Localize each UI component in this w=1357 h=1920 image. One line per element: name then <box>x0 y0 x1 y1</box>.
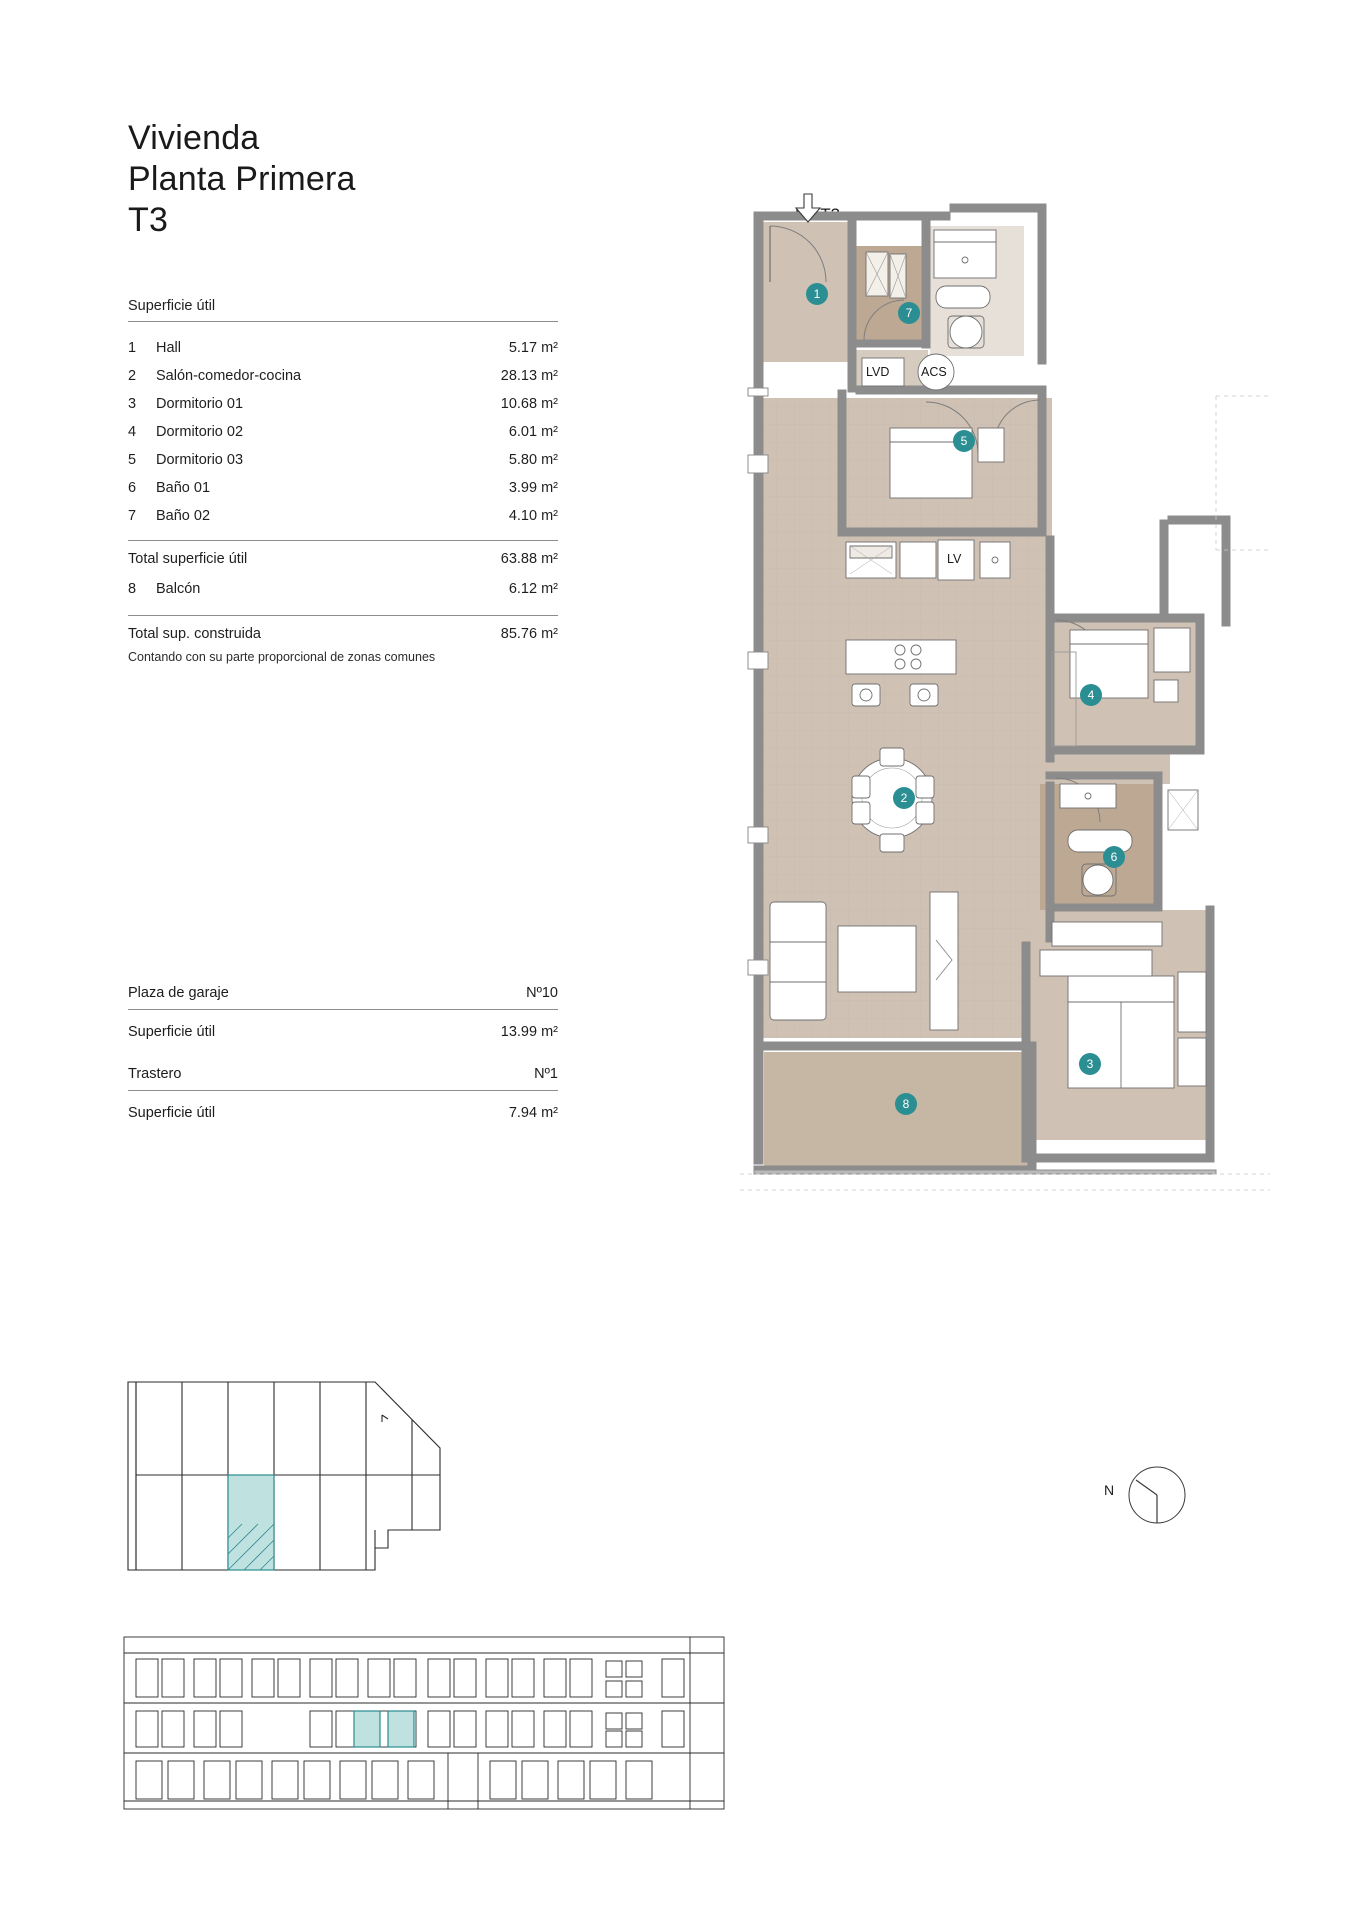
garage-label: Plaza de garaje <box>128 985 229 1001</box>
garage-header <box>128 985 558 1010</box>
total-built-label: Total sup. construida <box>128 626 261 642</box>
key-plan-diagram <box>120 1370 460 1585</box>
table-row <box>128 418 558 446</box>
key-plan-svg <box>120 1370 460 1580</box>
title-line-2: Planta Primera <box>128 160 356 198</box>
common-areas-note: Contando con su parte proporcional de zonas comunes <box>128 650 436 664</box>
highlighted-unit <box>228 1475 274 1570</box>
total-useful-value: 63.88 m² <box>500 551 558 567</box>
page-title <box>128 118 608 241</box>
schedule-heading: Superficie útil <box>128 298 558 322</box>
title-line-3: T3 <box>128 201 169 239</box>
table-row <box>128 334 558 362</box>
row-value: 4.10 m² <box>508 508 558 524</box>
table-row <box>128 362 558 390</box>
table-row <box>128 474 558 502</box>
storage-area-row <box>128 1091 558 1121</box>
balcony-number: 8 <box>128 581 137 597</box>
garage-area-row <box>128 1010 558 1040</box>
row-name: Baño 02 <box>156 508 211 524</box>
garage-group <box>128 985 558 1040</box>
floor-plan-svg <box>740 190 1270 1460</box>
total-useful-area-row <box>128 540 558 573</box>
row-name: Hall <box>156 340 181 356</box>
row-number: 5 <box>128 452 137 468</box>
row-number: 1 <box>128 340 137 356</box>
storage-number: Nº1 <box>534 1066 558 1082</box>
table-row <box>128 446 558 474</box>
elevation-svg <box>118 1625 738 1825</box>
balcony-label: Balcón <box>156 581 201 597</box>
room-badge-6: 6 <box>1103 846 1125 868</box>
storage-header <box>128 1066 558 1091</box>
room-badge-4: 4 <box>1080 684 1102 706</box>
row-value: 6.01 m² <box>508 424 558 440</box>
garage-number: Nº10 <box>526 985 558 1001</box>
compass-label: N <box>1104 1482 1115 1498</box>
storage-group <box>128 1066 558 1121</box>
row-number: 6 <box>128 480 137 496</box>
room-badge-7: 7 <box>898 302 920 324</box>
garage-area-value: 13.99 m² <box>500 1024 558 1040</box>
building-elevation-diagram <box>118 1625 738 1830</box>
extras-block <box>128 985 558 1147</box>
tag-lvd: LVD <box>866 365 890 379</box>
row-number: 7 <box>128 508 137 524</box>
table-row <box>128 502 558 530</box>
total-built-value: 85.76 m² <box>500 626 558 642</box>
row-name: Dormitorio 03 <box>156 452 244 468</box>
row-name: Salón-comedor-cocina <box>156 368 302 384</box>
row-number: 4 <box>128 424 137 440</box>
total-built-area-row <box>128 615 558 648</box>
tag-lv: LV <box>947 552 962 566</box>
row-name: Dormitorio 01 <box>156 396 244 412</box>
row-value: 3.99 m² <box>508 480 558 496</box>
row-value: 5.17 m² <box>508 340 558 356</box>
storage-area-label: Superficie útil <box>128 1105 216 1121</box>
row-name: Baño 01 <box>156 480 211 496</box>
row-name: Dormitorio 02 <box>156 424 244 440</box>
balcony-row <box>128 573 558 605</box>
row-number: 3 <box>128 396 137 412</box>
area-schedule <box>128 298 558 664</box>
row-number: 2 <box>128 368 137 384</box>
row-value: 10.68 m² <box>500 396 558 412</box>
storage-label: Trastero <box>128 1066 182 1082</box>
compass-icon <box>1122 1460 1192 1530</box>
garage-area-label: Superficie útil <box>128 1024 216 1040</box>
row-value: 28.13 m² <box>500 368 558 384</box>
highlighted-unit-elevation <box>354 1711 414 1747</box>
tag-acs: ACS <box>921 365 947 379</box>
room-badge-2: 2 <box>893 787 915 809</box>
floor-plan <box>740 190 1270 1465</box>
total-useful-label: Total superficie útil <box>128 551 248 567</box>
balcony-value: 6.12 m² <box>508 581 558 597</box>
row-value: 5.80 m² <box>508 452 558 468</box>
room-badge-8: 8 <box>895 1093 917 1115</box>
room-badge-5: 5 <box>953 430 975 452</box>
room-badge-3: 3 <box>1079 1053 1101 1075</box>
title-line-1: Vivienda <box>128 119 260 157</box>
table-row <box>128 390 558 418</box>
storage-area-value: 7.94 m² <box>508 1105 558 1121</box>
room-badge-1: 1 <box>806 283 828 305</box>
